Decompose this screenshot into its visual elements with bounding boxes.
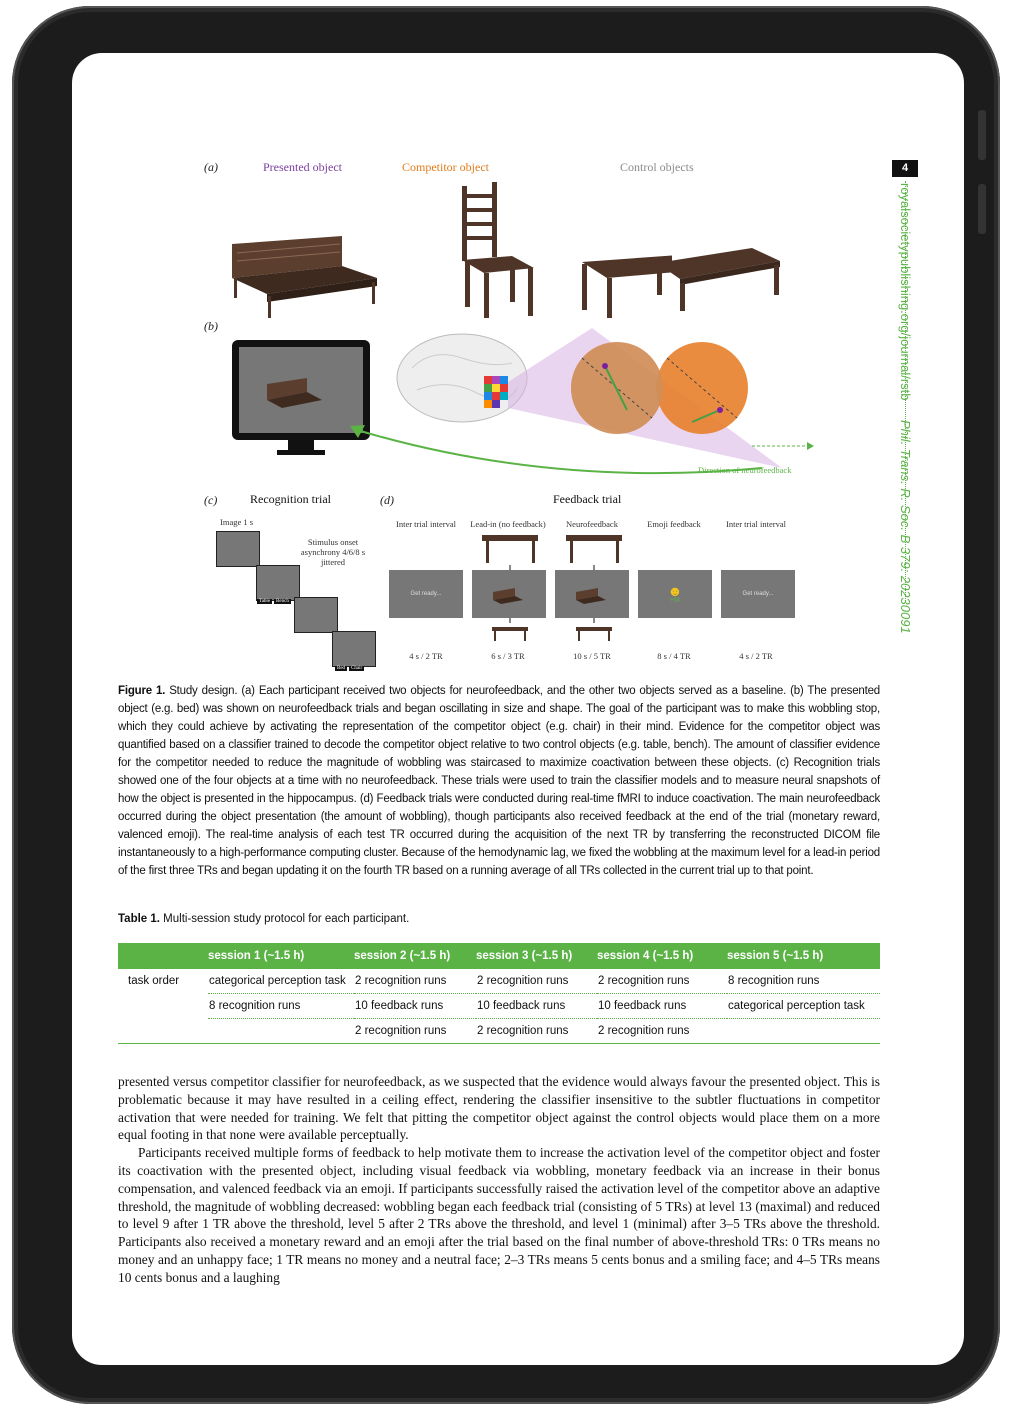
protocol-table [118,943,880,1044]
bench-image [652,243,782,313]
chair-image [462,182,534,318]
panel-b-diagram [222,318,822,478]
table-cell: 2 recognition runs [476,1019,597,1044]
phase-label-5: Inter trial interval [726,519,786,529]
panel-a-letter: (a) [204,160,218,174]
table-title-text: Multi-session study protocol for each participant. [163,913,410,925]
journal-url[interactable]: royalsocietypublishing.org/journal/rstb [898,183,913,401]
presented-object-label: Presented object [263,160,342,174]
image-duration-label: Image 1 s [220,517,254,527]
table-cell: task order [128,975,180,988]
volume-down-button[interactable] [978,184,986,234]
table-cell [727,1019,880,1044]
table-row [118,969,880,994]
table-row [118,1019,880,1044]
body-paragraph-1: presented versus competitor classifier for neurofeedback, as we suspected that the evidence would always favour the presented object. This is problematic because it may have resulted in a ceiling effect, rendering the classifier insensitive to the subtler fluctuations in competitor activation that were needed for training. We felt that pitting the competitor object against the control objects would place them on a more equal footing in that none were available perceptually. [118,1074,880,1143]
table-cell [118,1019,208,1044]
recognition-buttons [257,599,297,604]
phase-screen-4 [638,570,712,618]
table-cell: 8 recognition runs [727,969,880,994]
phase-screen-2 [472,570,546,618]
table-header: session 1 (~1.5 h) [208,943,354,969]
figure-caption [118,682,880,880]
phase-duration-5: 4 s / 2 TR [739,651,773,661]
recognition-trial-title: Recognition trial [250,492,331,506]
brain-image [397,334,527,422]
table-cell: 10 feedback runs [597,994,727,1019]
button-chair[interactable]: Chair [351,666,363,671]
recognition-screen-4 [332,631,376,667]
tablet-frame [12,6,1000,1404]
direction-of-neurofeedback-label: Direction of neurofeedback [698,465,792,475]
competitor-object-label: Competitor object [402,160,489,174]
recognition-screen-3 [294,597,338,633]
table-cell: 2 recognition runs [354,1019,476,1044]
tablet-screen [72,53,964,1365]
table-header: session 2 (~1.5 h) [354,943,476,969]
table-label: Table 1. [118,913,160,925]
table-header: session 3 (~1.5 h) [476,943,597,969]
recognition-screen-2 [256,565,300,601]
page-number: 4 [892,160,918,177]
table-cell: 2 recognition runs [476,969,597,994]
phase-duration-4: 8 s / 4 TR [657,651,691,661]
table-header: session 5 (~1.5 h) [727,943,880,969]
table-cell: 2 recognition runs [597,1019,727,1044]
figure-caption-text: Study design. (a) Each participant received two objects for neurofeedback, and the other two objects served as a baseline. (b) The presented object (e.g. bed) was shown on neurofeedback trials and began oscillating in size and shape. The goal of the participant was to make this wobbling stop, which they could achieve by activating the representation of the competitor object (e.g. chair) in their mind. Evidence for the competitor object was quantified based on a classifier trained to decode the competitor object relative to two control objects (e.g. table, bench). The amount of classifier evidence for the competitor needed to reduce the magnitude of wobbling was staircased to maximize coactivation between these objects. (c) Recognition trials showed one of the four objects at a time with no neurofeedback. These trials were used to train the classifier models and to measure neural snapshots of how the object is presented in the hippocampus. (d) Feedback trials were conducted during real-time fMRI to induce coactivation. The main neurofeedback occurred during the object presentation (the amount of wobbling), though participants also received feedback at the end of the trial (monetary reward, valenced emoji). The real-time analysis of each test TR occurred during the acquisition of the next TR by transferring the reconstructed DICOM file instantaneously to a high-performance computing cluster. Because of the hemodynamic lag, we fixed the wobbling at the maximum level for a lead-in period of the first three TRs and began updating it on the fourth TR based on a running average of all TRs collected in the current trial up to that point. [118,685,880,877]
phase-duration-3: 10 s / 5 TR [573,651,611,661]
phase-label-3: Neurofeedback [566,519,618,529]
button-bed[interactable]: Bed [337,666,346,671]
reward-text: +5¢ [669,598,681,604]
body-paragraph-2: Participants received multiple forms of feedback to help motivate them to increase the activation level of the competitor object and foster its coactivation with the presented object, including visual feedback via wobbling, monetary feedback via an increase in their bonus compensation, and valenced feedback via an emoji. If participants successfully raised the activation level of the competitor above an adaptive threshold, the magnitude of wobbling decreased: wobbling began each feedback trial (consisting of 5 TRs) at level 13 (maximal) and reduced to level 9 after 1 TR above the threshold, level 5 after 2 TRs above the threshold, and level 1 (minimal) after 3–5 TRs above the threshold. Participants also received a monetary reward and an emoji after the trial based on the final number of above-threshold TRs: 0 TRs means no money and an unhappy face; 1 TR means no money and a neutral face; 2–3 TRs means 5 cents bonus and a smiling face; and 4–5 TRs means 10 cents bonus and a laughing [118,1145,880,1285]
volume-up-button[interactable] [978,110,986,160]
figure-caption-label: Figure 1. [118,685,166,697]
button-bench[interactable]: Bench [276,599,289,604]
table-cell: 2 recognition runs [597,969,727,994]
phase-screen-3 [555,570,629,618]
phase-label-1: Inter trial interval [396,519,456,529]
journal-sidebar [898,183,913,634]
button-table[interactable]: Table [259,599,271,604]
phase-duration-2: 6 s / 3 TR [491,651,525,661]
soa-label: Stimulus onset asynchrony 4/6/8 s jittered [300,537,366,567]
table-cell: 10 feedback runs [354,994,476,1019]
emoji-icon: ☻ [667,583,683,599]
table-cell: 2 recognition runs [354,969,476,994]
recognition-screen-1 [216,531,260,567]
phase-duration-1: 4 s / 2 TR [409,651,443,661]
phase-screen-5: Get ready... [721,570,795,618]
monitor-image [232,340,370,455]
bed-image [232,236,377,318]
table-cell [118,994,208,1019]
panel-d-letter: (d) [380,493,394,507]
table-header [118,943,208,969]
recognition-buttons-2 [335,666,375,671]
panel-b-letter: (b) [204,319,218,333]
phase-screen-1: Get ready... [389,570,463,618]
table-cell: categorical perception task [208,969,354,994]
table-title [118,913,409,925]
phase-label-4: Emoji feedback [647,519,701,529]
panel-a-objects [222,178,672,318]
table-cell [208,1019,354,1044]
panel-c-letter: (c) [204,493,218,507]
table-cell: categorical perception task [727,994,880,1019]
feedback-trial-title: Feedback trial [553,492,622,506]
table-header: session 4 (~1.5 h) [597,943,727,969]
table-cell: 8 recognition runs [208,994,354,1019]
journal-citation: Phil. Trans. R. Soc. B 379: 20230091 [898,420,913,634]
control-objects-label: Control objects [620,160,694,174]
phase-label-2: Lead-in (no feedback) [470,519,546,529]
table-row [118,994,880,1019]
body-text [118,1073,880,1287]
table-cell: 10 feedback runs [476,994,597,1019]
table-header-row [118,943,880,969]
